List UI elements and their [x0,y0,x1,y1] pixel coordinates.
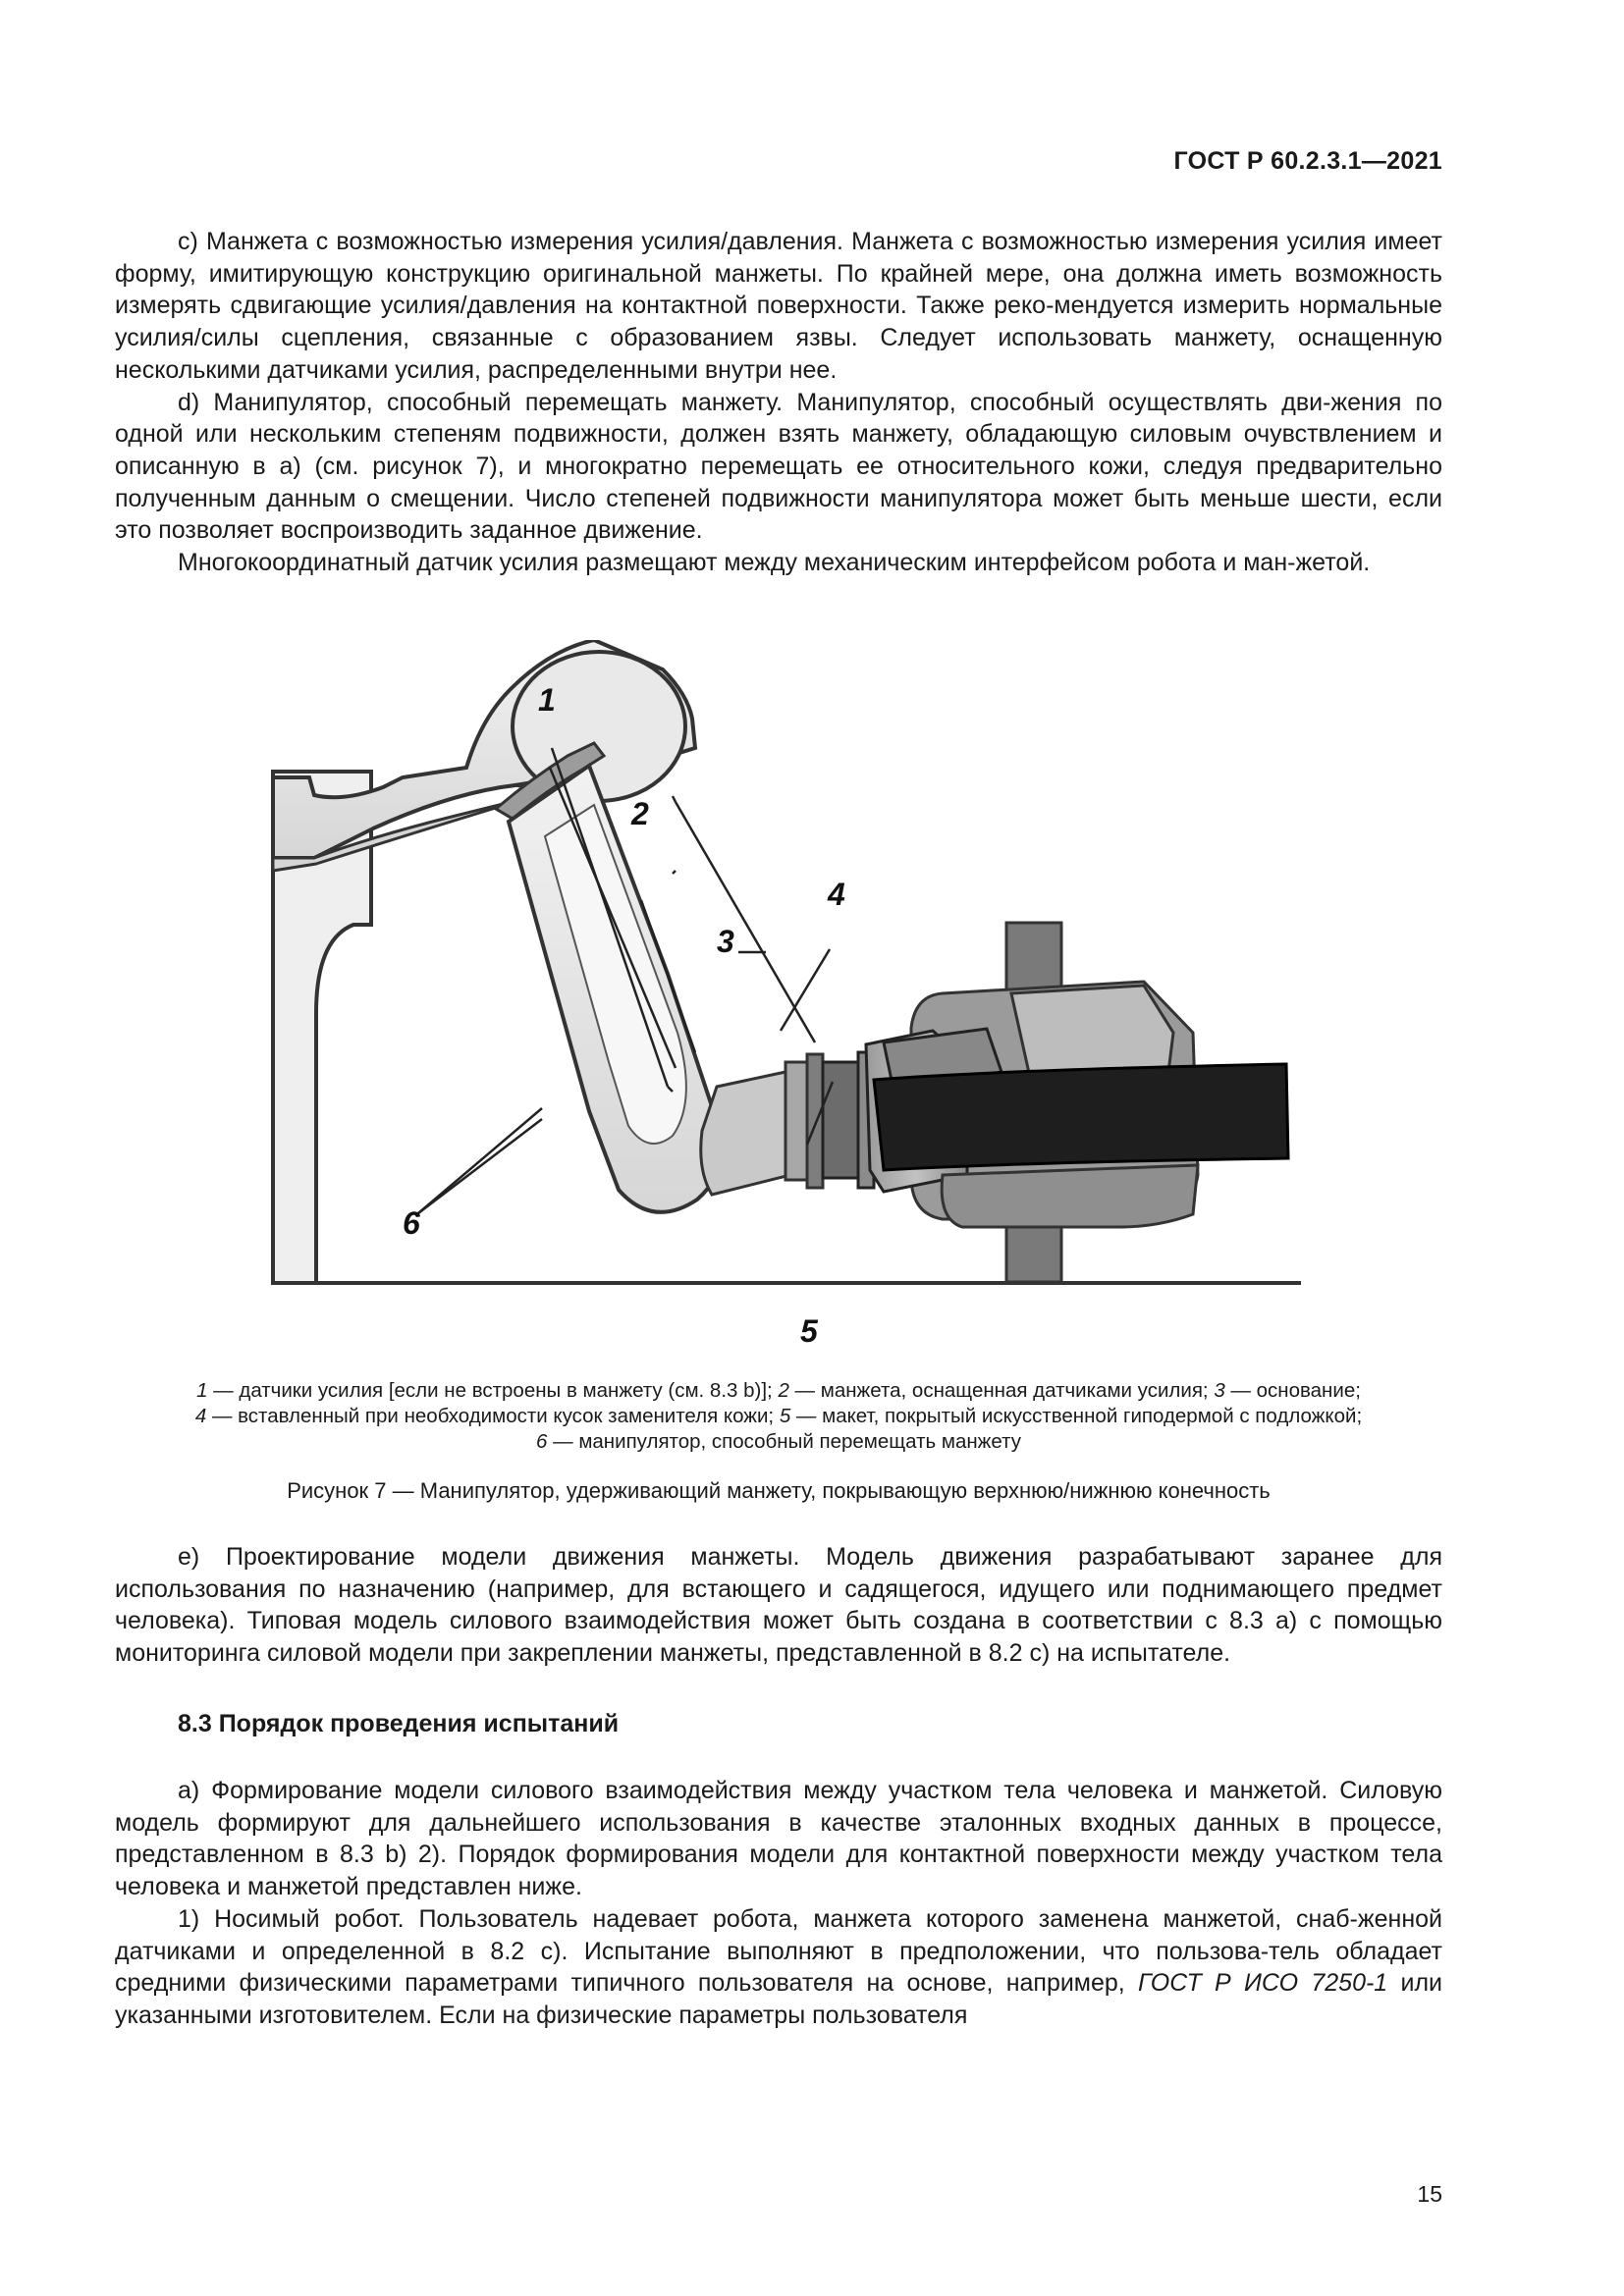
paragraph-1 [115,1903,1442,2032]
section-heading-8-3: 8.3 Порядок проведения испытаний [178,1710,620,1737]
forearm-link-6 [509,766,722,1212]
figure-label-5: 5 [800,1313,818,1349]
legend-text-1: — датчики усилия [если не встроены в манжету (см. 8.3 b)]; [207,1379,779,1402]
figure-caption: Рисунок 7 — Манипулятор, удерживающий манжету, покрывающую верхнюю/нижнюю конечность [287,1478,1271,1503]
legend-text-2: — манжета, оснащенная датчиками усилия; [788,1379,1215,1402]
legend-line-1 [115,1378,1442,1404]
body-bottom [115,1775,1442,2032]
legend-line-3 [115,1429,1442,1455]
figure-7 [255,640,1316,1362]
legend-num-4: 4 [194,1405,207,1427]
figure-legend [115,1378,1442,1455]
standard-reference: ГОСТ Р ИСО 7250-1 [1138,1969,1388,1998]
paragraph-1-start: 1) Носимый робот. Пользователь надевает робота, манжета которого заменена манжетой, снаб-женной датчиками и определенной в 8.2 с). Испытание выполняют в предположении, что пользова-тель обладает средними физическими параметрами типичного пользователя на основе, например, [115,1904,1442,1998]
figure-label-4: 4 [828,877,845,912]
document-header: ГОСТ Р 60.2.3.1—2021 [1173,147,1442,175]
leader-6 [418,1108,542,1213]
legend-text-5: — макет, покрытый искусственной гиподермой с подложкой; [790,1405,1363,1427]
legend-num-6: 6 [536,1430,548,1453]
figure-label-3: 3 [717,924,734,959]
legend-num-1: 1 [196,1379,208,1402]
dummy-limb-lower [942,1165,1198,1227]
upper-arm-link [273,640,695,871]
page-number: 15 [1417,2181,1442,2207]
leader-4 [781,949,830,1031]
paragraph-e: е) Проектирование модели движения манжеты. Модель движения разрабатывают заранее для использования по назначению (например, для встающего и садящегося, идущего или поднимающего предмет человека). Типовая модель силового взаимодействия может быть создана в соответствии с 8.3 а) с помощью мониторинга силовой модели при закреплении манжеты, представленной в 8.2 с) на испытателе. [115,1543,1442,1668]
wrist-flange [701,1054,823,1195]
paragraph-1-end: или указанными изготовителем. Если на физические параметры пользователя [115,1969,1442,2029]
body-top [115,226,1442,579]
figure-label-2: 2 [631,796,649,831]
figure-label-1: 1 [538,682,556,718]
figure-label-6: 6 [403,1205,420,1241]
legend-text-4: — вставленный при необходимости кусок заменителя кожи; [206,1405,780,1427]
legend-num-5: 5 [779,1405,791,1427]
legend-text-6: — манипулятор, способный перемещать манжету [547,1430,1021,1453]
paragraph-a: а) Формирование модели силового взаимодействия между участком тела человека и манжетой. Силовую модель формируют для дальнейшего использования в качестве эталонных входных данных в процессе, представленном в 8.3 b) 2). Порядок формирования модели для контактной поверхности между участком тела человека и манжетой представлен ниже. [115,1777,1442,1901]
legend-line-2 [115,1404,1442,1429]
paragraph-c: с) Манжета с возможностью измерения усилия/давления. Манжета с возможностью измерения усилия имеет форму, имитирующую конструкцию оригинальной манжеты. По крайней мере, она должна иметь возможность измерять сдвигающие усилия/давления на контактной поверхности. Также реко-мендуется измерить нормальные усилия/силы сцепления, связанные с образованием язвы. Следует использовать манжету, оснащенную несколькими датчиками усилия, распределенными внутри нее. [115,228,1442,384]
legend-text-3: — основание; [1224,1379,1361,1402]
legend-num-3: 3 [1214,1379,1225,1402]
paragraph-sensor: Многокоординатный датчик усилия размещают между механическим интерфейсом робота и ман-жетой. [178,549,1371,577]
legend-num-2: 2 [778,1379,789,1402]
paragraph-d: d) Манипулятор, способный перемещать манжету. Манипулятор, способный осуществлять дви-жения по одной или нескольким степеням подвижности, должен взять манжету, обладающую силовым очувствлением и описанную в а) (см. рисунок 7), и многократно перемещать ее относительного кожи, следуя предварительно полученным данным о смещении. Число степеней подвижности манипулятора может быть меньше шести, если это позволяет воспроизводить заданное движение. [115,388,1442,545]
body-middle [115,1541,1442,1670]
cuff-strap [874,1064,1288,1170]
